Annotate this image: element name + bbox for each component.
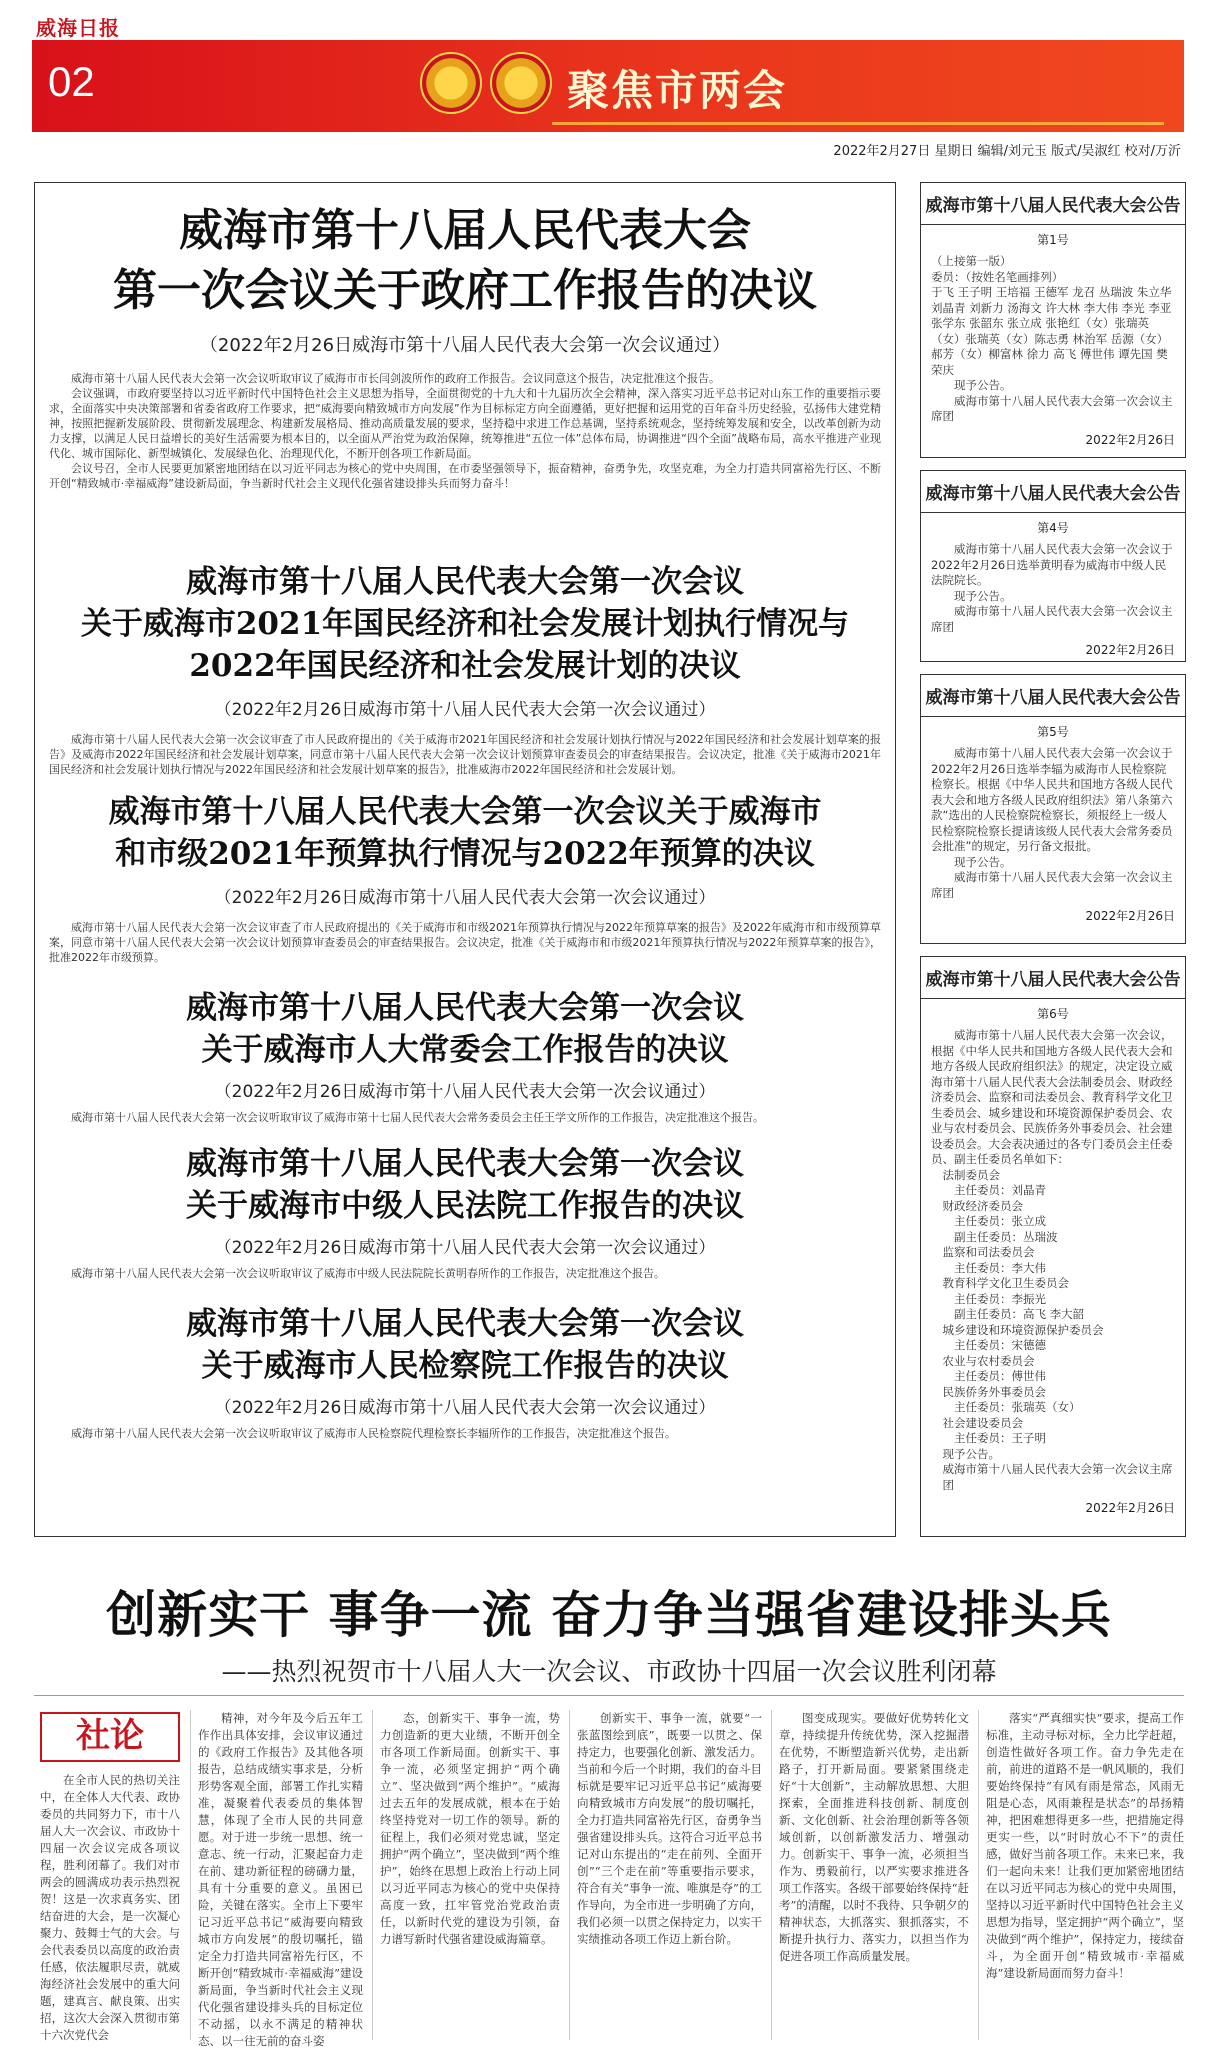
resolution-body: 威海市第十八届人民代表大会第一次会议听取审议了威海市人民检察院代理检察长李辐所作的工作报告，决定批准这个报告。 bbox=[71, 1427, 676, 1440]
notice-number: 第5号 bbox=[1037, 725, 1069, 739]
notice-date: 2022年2月26日 bbox=[1085, 1501, 1175, 1515]
editorial-paragraph: 精神，对今年及今后五年工作作出具体安排，会议审议通过的《政府工作报告》及其他各项报告，总结成绩实事求是，分析形势客观全面，部署工作扎实精准，凝聚着代表委员的集体智慧，体现了全市人民的共同意愿。对于进一步统一思想、统一意志、统一行动，汇聚起奋力走在前、建功新征程的磅礴力量，具有十分重要的意义。虽困已险，关键在落实。全市上下要牢记习近平总书记“威海要向精致城市方向发展”的殷切嘱托，锚定全力打造共同富裕先行区，不断开创“精致城市·幸福威海”建设新局面，争当新时代社会主义现代化强省建设排头兵的目标定位不动摇，以永不满足的精神状态、以一往无前的奋斗姿 bbox=[198, 1711, 363, 2048]
notice-line: 副主任委员：丛瑞波 bbox=[954, 1229, 1058, 1244]
resolution-title bbox=[35, 1143, 895, 1227]
notice-title: 威海市第十八届人民代表大会公告 bbox=[921, 191, 1185, 225]
notice-date: 2022年2月26日 bbox=[1085, 909, 1175, 923]
cppcc-emblem-icon bbox=[490, 52, 552, 114]
editorial-paragraph: 创新实干、事争一流，就要“一张蓝图绘到底”，既要一以贯之、保持定力，也要强化创新、激发活力。当前和今后一个时期，我们的奋斗目标就是要牢记习近平总书记“威海要向精致城市方向发展”的殷切嘱托，全力打造共同富裕先行区，奋勇争当强省建设排头兵。这符合习近平总书记对山东提出的“走在前列、全面开创”“三个走在前”等重要指示要求，符合有关“事争一流、唯旗是夺”的工作导向，为全市进一步明确了方向，我们必须一以贯之保持定力，以实干实绩推动各项工作迈上新台阶。 bbox=[577, 1711, 762, 1946]
editorial-paragraph: 在全市人民的热切关注中，在全体人大代表、政协委员的共同努力下，市十八届人大一次会议、市政协十四届一次会议完成各项议程，胜利闭幕了。我们对市两会的圆满成功表示热烈祝贺！这是一次求真务实、团结奋进的大会，是一次凝心聚力、鼓舞士气的大会。与会代表委员以高度的政治责任感，依法履职尽责，就威海经济社会发展中的重大问题，建真言、献良策、出实招，这次大会深入贯彻市第十六次党代会 bbox=[40, 1773, 180, 2042]
editorial-column bbox=[380, 1710, 560, 2040]
editorial-paragraph: 图变成现实。要做好优势转化文章，持续提升传统优势，深入挖掘潜在优势，不断塑造新兴优势，走出新路子，打开新局面。要紧紧围绕走好“十大创新”，主动解放思想、大胆探索，全面推进科技创新、制度创新、文化创新、社会治理创新等各领域创新，以创新激发活力、增强动力。创新实干、事争一流，必须担当作为、勇毅前行，以严实要求推进各项工作落实。各级干部要始终保持“赶考”的清醒，以时不我待、只争朝夕的精神状态，大抓落实、狠抓落实，不断提升执行力、落实力，以担当作为促进各项工作高质量发展。 bbox=[779, 1711, 969, 1963]
notice-line: 主任委员：宋德德 bbox=[954, 1338, 1046, 1352]
title-line: 关于威海市人民检察院工作报告的决议 bbox=[201, 1348, 729, 1384]
resolution-title bbox=[35, 201, 895, 321]
divider bbox=[34, 1695, 1184, 1696]
resolution-body: 威海市第十八届人民代表大会第一次会议听取审议了威海市中级人民法院院长黄明春所作的工作报告，决定批准这个报告。 bbox=[71, 1267, 665, 1280]
editorial-tag: 社论 bbox=[40, 1712, 180, 1762]
notice-line: 现予公告。 bbox=[954, 378, 1012, 392]
notice-line: （上接第一版） bbox=[931, 254, 1012, 268]
notice-4 bbox=[920, 470, 1186, 662]
editorial-column bbox=[198, 1710, 363, 2048]
resolution-body: 威海市第十八届人民代表大会第一次会议听取审议了威海市市长闫剑波所作的政府工作报告。会议同意这个报告，决定批准这个报告。 bbox=[71, 372, 720, 385]
column-divider bbox=[190, 1710, 191, 2040]
notice-line: 现予公告。 bbox=[954, 588, 1012, 603]
column-divider bbox=[978, 1710, 979, 2040]
resolution-budget bbox=[35, 791, 895, 965]
notice-line: 威海市第十八届人民代表大会第一次会议主席团 bbox=[931, 604, 1173, 634]
resolution-note: （2022年2月26日威海市第十八届人民代表大会第一次会议通过） bbox=[199, 335, 731, 356]
editorial-column bbox=[40, 1772, 180, 2040]
notice-line: 威海市第十八届人民代表大会第一次会议主席团 bbox=[931, 870, 1173, 900]
resolution-economic-plan bbox=[35, 561, 895, 777]
resolution-title bbox=[35, 1303, 895, 1387]
column-divider bbox=[771, 1710, 772, 2040]
resolution-procuratorate bbox=[35, 1303, 895, 1441]
notice-line: 威海市第十八届人民代表大会第一次会议主席团 bbox=[931, 393, 1173, 423]
resolution-note: （2022年2月26日威海市第十八届人民代表大会第一次会议通过） bbox=[214, 700, 716, 720]
resolution-body: 威海市第十八届人民代表大会第一次会议审查了市人民政府提出的《关于威海市和市级2021年预算执行情况与2022年预算草案的报告》及2022年威海市和市级预算草案，同意市第十八届人民代表大会第一次会议计划预算审查委员会的审查结果报告。会议决定，批准《关于威海市和市级2021年预算执行情况与2022年预算草案的报告》，批准2022年市级预算。 bbox=[49, 921, 881, 964]
resolution-title bbox=[35, 987, 895, 1071]
notice-number: 第1号 bbox=[1037, 233, 1069, 247]
sub-headline: ——热烈祝贺市十八届人大一次会议、市政协十四届一次会议胜利闭幕 bbox=[221, 1657, 997, 1686]
banner-stripe bbox=[552, 122, 1164, 125]
notice-line: 主任委员：李振光 bbox=[954, 1291, 1046, 1306]
main-headline: 创新实干 事争一流 奋力争当强省建设排头兵 bbox=[106, 1585, 1112, 1644]
title-line: 威海市第十八届人民代表大会第一次会议 bbox=[186, 990, 744, 1026]
masthead-logo: 威海日报 bbox=[36, 16, 120, 40]
title-line: 2022年国民经济和社会发展计划的决议 bbox=[189, 648, 741, 684]
notice-line: 主任委员：李大伟 bbox=[954, 1260, 1046, 1275]
national-emblem-icon bbox=[420, 52, 482, 114]
notice-title: 威海市第十八届人民代表大会公告 bbox=[921, 479, 1185, 513]
title-line: 关于威海市中级人民法院工作报告的决议 bbox=[186, 1188, 744, 1224]
notice-line: 威海市第十八届人民代表大会第一次会议，根据《中华人民共和国地方各级人民代表大会和地方各级人民政府组织法》的规定，决定设立威海市第十八届人民代表大会法制委员会、财政经济委员会、监察和司法委员会、教育科学文化卫生委员会、城乡建设和环境资源保护委员会、农业与农村委员会、民族侨务外事委员会、社会建设委员会。大会表决通过的各专门委员会主任委员、副主任委员名单如下： bbox=[931, 1028, 1173, 1166]
notice-line: 威海市第十八届人民代表大会第一次会议主席团 bbox=[942, 1462, 1173, 1492]
resolution-body: 会议强调，市政府要坚持以习近平新时代中国特色社会主义思想为指导，全面贯彻党的十九大和十九届历次全会精神，深入落实习近平总书记对山东工作的重要指示要求，全面落实中央决策部署和省委省政府工作要求，把“威海要向精致城市方向发展”作为目标标定方向全面遵循，更好把握和运用党的百年奋斗历史经验，弘扬伟大建党精神，按照把握新发展阶段、贯彻新发展理念、构建新发展格局、推动高质量发展的要求，坚持稳中求进工作总基调，坚持系统观念，坚持统筹发展和安全，以改革创新为动力支撑，以满足人民日益增长的美好生活需要为根本目的，以全面从严治党为政治保障，统筹推进“五位一体”总体布局，协调推进“四个全面”战略布局，高水平推进产业现代化、城市国际化、新型城镇化、发展绿色化、治理现代化，不断开创各项工作新局面。 bbox=[49, 387, 881, 460]
notice-title: 威海市第十八届人民代表大会公告 bbox=[921, 965, 1185, 999]
notice-line: 现予公告。 bbox=[954, 854, 1012, 869]
notice-line: 现予公告。 bbox=[942, 1446, 1000, 1461]
issue-meta: 2022年2月27日 星期日 编辑/刘元玉 版式/吴淑红 校对/万沂 bbox=[833, 144, 1181, 159]
title-line: 威海市第十八届人民代表大会 bbox=[179, 205, 751, 256]
notice-line: 主任委员：张瑞英（女） bbox=[954, 1400, 1081, 1414]
page-number: 02 bbox=[48, 58, 95, 105]
title-line: 威海市第十八届人民代表大会第一次会议关于威海市 bbox=[108, 794, 822, 830]
notice-line: 财政经济委员会 bbox=[942, 1198, 1023, 1213]
notice-number: 第6号 bbox=[1037, 1007, 1069, 1021]
resolution-government-report bbox=[35, 201, 895, 491]
title-line: 和市级2021年预算执行情况与2022年预算的决议 bbox=[115, 836, 815, 872]
editorial-paragraph: 态，创新实干、事争一流，势力创造新的更大业绩，不断开创全市各项工作新局面。创新实干、事争一流，必须坚定拥护“两个确立”、坚决做到“两个维护”。“威海过去五年的发展成就，根本在于始终坚持党对一切工作的领导。新的征程上，我们必须对党忠诚，坚定拥护“两个确立”，坚决做到“两个维护”，始终在思想上政治上行动上同以习近平同志为核心的党中央保持高度一致，扛牢管党治党政治责任，以新时代党的建设为引领，奋力谱写新时代强省建设威海篇章。 bbox=[380, 1711, 560, 1946]
notice-line: 农业与农村委员会 bbox=[942, 1353, 1035, 1368]
notice-6 bbox=[920, 956, 1186, 1537]
resolution-title bbox=[35, 791, 895, 875]
notice-line: 城乡建设和环境资源保护委员会 bbox=[942, 1322, 1104, 1337]
column-divider bbox=[372, 1710, 373, 2040]
title-line: 关于威海市2021年国民经济和社会发展计划执行情况与 bbox=[80, 606, 850, 642]
notice-date: 2022年2月26日 bbox=[1085, 432, 1175, 447]
resolutions-box bbox=[34, 182, 896, 1537]
notice-line: 威海市第十八届人民代表大会第一次会议于2022年2月26日选举黄明春为威海市中级人民法院院长。 bbox=[931, 542, 1173, 587]
banner-title: 聚焦市两会 bbox=[567, 66, 788, 115]
notice-line: 社会建设委员会 bbox=[942, 1415, 1023, 1430]
resolution-intermediate-court bbox=[35, 1143, 895, 1281]
editorial-column bbox=[577, 1710, 762, 2040]
notice-line: 法制委员会 bbox=[942, 1167, 1000, 1182]
editorial-paragraph: 落实“严真细实快”要求，提高工作标准，主动寻标对标，全力比学赶超，创造性做好各项工作。奋力争先走在前，前进的道路不是一帆风顺的，我们要始终保持“有风有雨是常态，风雨无阻是心态，风雨兼程是状态”的昂扬精神，把困难想得更多一些，把措施定得更实一些，以“时时放心不下”的责任感，做好当前各项工作。未来已来，我们一起向未来！让我们更加紧密地团结在以习近平同志为核心的党中央周围，坚持以习近平新时代中国特色社会主义思想为指导，坚定拥护“两个确立”，坚决做到“两个维护”，保持定力，接续奋斗，为全面开创“精致城市·幸福威海”建设新局面而努力奋斗！ bbox=[986, 1711, 1184, 1980]
notice-date: 2022年2月26日 bbox=[1085, 643, 1175, 657]
resolution-body: 威海市第十八届人民代表大会第一次会议听取审议了威海市第十七届人民代表大会常务委员会主任王学文所作的工作报告，决定批准这个报告。 bbox=[71, 1111, 764, 1124]
notice-title: 威海市第十八届人民代表大会公告 bbox=[921, 683, 1185, 717]
resolution-npc-standing-committee bbox=[35, 987, 895, 1125]
notice-1 bbox=[920, 182, 1186, 458]
notice-line: 主任委员：傅世伟 bbox=[954, 1369, 1046, 1383]
resolution-body: 会议号召，全市人民要更加紧密地团结在以习近平同志为核心的党中央周围，在市委坚强领导下，振奋精神，奋勇争先，攻坚克难，为全力打造共同富裕先行区、不断开创“精致城市·幸福威海”建设新局面，争当新时代社会主义现代化强省建设排头兵而努力奋斗！ bbox=[49, 462, 881, 490]
resolution-note: （2022年2月26日威海市第十八届人民代表大会第一次会议通过） bbox=[214, 1082, 716, 1102]
resolution-note: （2022年2月26日威海市第十八届人民代表大会第一次会议通过） bbox=[214, 1398, 716, 1418]
title-line: 威海市第十八届人民代表大会第一次会议 bbox=[186, 1306, 744, 1342]
resolution-title bbox=[35, 561, 895, 687]
title-line: 关于威海市人大常委会工作报告的决议 bbox=[201, 1032, 729, 1068]
notice-line: 主任委员：王子明 bbox=[954, 1431, 1046, 1445]
editorial-column bbox=[779, 1710, 969, 2040]
editorial-column bbox=[986, 1710, 1184, 2040]
notice-line: 主任委员：刘晶青 bbox=[954, 1183, 1046, 1197]
notice-line: 教育科学文化卫生委员会 bbox=[942, 1276, 1069, 1290]
title-line: 第一次会议关于政府工作报告的决议 bbox=[113, 265, 817, 316]
notice-line: 副主任委员：高飞 李大韶 bbox=[954, 1307, 1085, 1321]
notice-5 bbox=[920, 674, 1186, 944]
section-banner bbox=[32, 40, 1184, 132]
title-line: 威海市第十八届人民代表大会第一次会议 bbox=[186, 564, 744, 600]
notice-line: 于飞 王子明 王培福 王德军 龙召 丛瑞波 朱立华 刘晶青 刘新力 汤海文 许大林 李大伟 李光 李亚 张学东 张韶东 张立成 张艳红（女）张瑞英（女）张瑞英（女）陈志勇 林治军 岳源（女）郝芳（女）柳富林 徐力 高飞 傅世伟 谭先国 樊荣庆 bbox=[931, 285, 1172, 377]
notice-line: 监察和司法委员会 bbox=[942, 1245, 1035, 1259]
notice-number: 第4号 bbox=[1037, 521, 1069, 535]
column-divider bbox=[569, 1710, 570, 2040]
resolution-note: （2022年2月26日威海市第十八届人民代表大会第一次会议通过） bbox=[214, 1238, 716, 1258]
notice-line: 民族侨务外事委员会 bbox=[942, 1384, 1046, 1399]
title-line: 威海市第十八届人民代表大会第一次会议 bbox=[186, 1146, 744, 1182]
resolution-body: 威海市第十八届人民代表大会第一次会议审查了市人民政府提出的《关于威海市2021年国民经济和社会发展计划执行情况与2022年国民经济和社会发展计划草案的报告》及威海市2022年国民经济和社会发展计划草案，同意市第十八届人民代表大会第一次会议计划预算审查委员会的审查结果报告。会议决定，批准《关于威海市2021年国民经济和社会发展计划执行情况与2022年国民经济和社会发展计划草案的报告》，批准威海市2022年国民经济和社会发展计划。 bbox=[49, 733, 881, 776]
notice-line: 委员：（按姓名笔画排列） bbox=[931, 269, 1064, 284]
notice-line: 主任委员：张立成 bbox=[954, 1214, 1046, 1228]
resolution-note: （2022年2月26日威海市第十八届人民代表大会第一次会议通过） bbox=[214, 888, 716, 908]
notice-line: 威海市第十八届人民代表大会第一次会议于2022年2月26日选举李辐为威海市人民检察院检察长。根据《中华人民共和国地方各级人民代表大会和地方各级人民政府组织法》第八条第六款“选出的人民检察院检察长，须报经上一级人民检察院检察长提请该级人民代表大会常务委员会批准”的规定，另行备文报批。 bbox=[931, 746, 1173, 853]
